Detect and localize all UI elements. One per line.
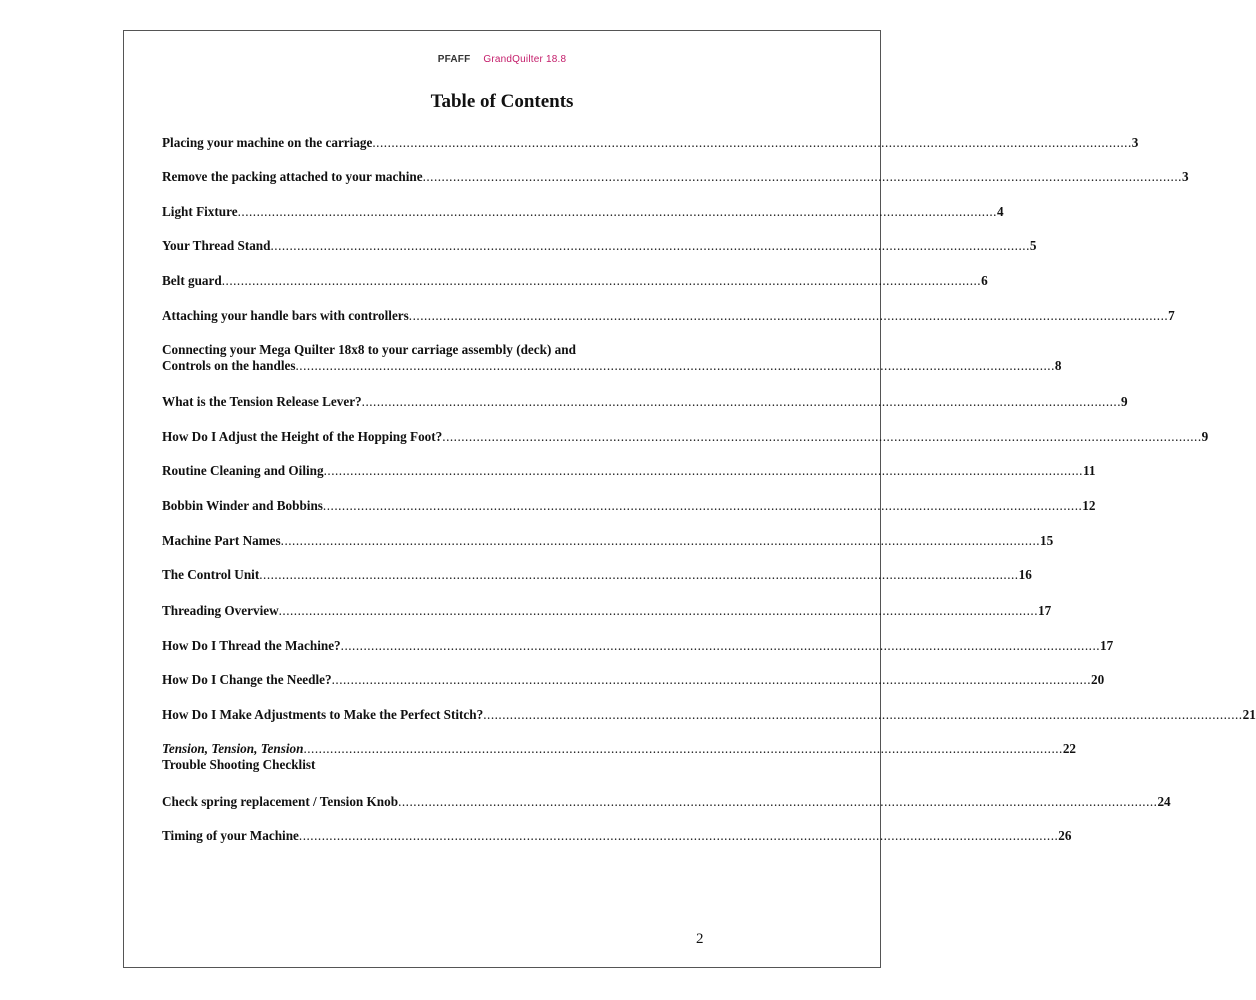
toc-entry-title: Bobbin Winder and Bobbins xyxy=(162,498,323,513)
toc-entry-title: How Do I Thread the Machine? xyxy=(162,638,341,653)
toc-entry[interactable] xyxy=(162,238,1037,254)
model-name: GrandQuilter 18.8 xyxy=(483,54,567,65)
toc-entry-title: Check spring replacement / Tension Knob xyxy=(162,794,399,809)
toc-entry[interactable] xyxy=(162,463,1096,479)
toc-entry-page: 17 xyxy=(1037,603,1052,618)
dot-leader: ........................................................................................................................................................................................................ xyxy=(323,463,1083,478)
toc-entry[interactable] xyxy=(162,638,1114,654)
dot-leader: ........................................................................................................................................................................................................ xyxy=(361,394,1122,409)
page-number: 2 xyxy=(696,931,704,947)
toc-entry-page: 17 xyxy=(1100,638,1114,653)
toc-entry[interactable] xyxy=(162,603,1052,619)
document-page xyxy=(123,30,1256,968)
toc-entry-page: 21 xyxy=(1242,707,1256,722)
toc-entry[interactable] xyxy=(162,308,1175,324)
dot-leader: ........................................................................................................................................................................................................ xyxy=(259,567,1019,582)
toc-entry-title: Placing your machine on the carriage xyxy=(162,135,373,150)
dot-leader: ........................................................................................................................................................................................................ xyxy=(340,638,1101,653)
toc-entry[interactable] xyxy=(162,394,1128,410)
dot-leader: ........................................................................................................................................................................................................ xyxy=(295,358,1055,373)
toc-entry-page: 20 xyxy=(1090,672,1105,687)
dot-leader: ........................................................................................................................................................................................................ xyxy=(398,794,1158,809)
toc-entry[interactable] xyxy=(162,204,1004,220)
dot-leader: ........................................................................................................................................................................................................ xyxy=(372,135,1132,150)
dot-leader: ........................................................................................................................................................................................................ xyxy=(442,429,1202,444)
toc-entry[interactable] xyxy=(162,169,1189,185)
toc-entry-page: 7 xyxy=(1168,308,1175,323)
toc-entry-title: The Control Unit xyxy=(162,567,260,582)
dot-leader: ........................................................................................................................................................................................................ xyxy=(303,741,1063,756)
toc-entry[interactable] xyxy=(162,707,1256,723)
toc-entry-page: 9 xyxy=(1201,429,1209,444)
toc-entry-title: Timing of your Machine xyxy=(162,828,299,843)
toc-entry-title: Your Thread Stand xyxy=(162,238,271,253)
toc-entry[interactable] xyxy=(162,828,1072,844)
toc-entry[interactable] xyxy=(162,135,1139,151)
dot-leader: ........................................................................................................................................................................................................ xyxy=(298,828,1059,843)
toc-entry[interactable] xyxy=(162,794,1171,810)
dot-leader: ........................................................................................................................................................................................................ xyxy=(331,672,1091,687)
toc-entry-title: How Do I Adjust the Height of the Hopping Foot? xyxy=(162,429,443,444)
toc-entry-page: 22 xyxy=(1062,741,1077,756)
toc-entry-title: What is the Tension Release Lever? xyxy=(162,394,362,409)
toc-entry-page: 8 xyxy=(1054,358,1062,373)
toc-entry-page: 3 xyxy=(1131,135,1139,150)
toc-entry-page: 4 xyxy=(996,204,1004,219)
toc-entry-title-line1: Connecting your Mega Quilter 18x8 to your carriage assembly (deck) and xyxy=(162,342,576,357)
toc-entry-title: Controls on the handles xyxy=(162,358,296,373)
toc-entry[interactable] xyxy=(162,567,1032,583)
toc-entry-page: 16 xyxy=(1018,567,1032,582)
dot-leader: ........................................................................................................................................................................................................ xyxy=(483,707,1243,722)
toc-entry-subtitle: Trouble Shooting Checklist xyxy=(162,757,316,772)
dot-leader: ........................................................................................................................................................................................................ xyxy=(322,498,1083,513)
toc-entry-page: 6 xyxy=(981,273,988,288)
toc-entry-title: Threading Overview xyxy=(162,603,279,618)
toc-entry-title: Tension, Tension, Tension xyxy=(162,741,304,756)
page-title: Table of Contents xyxy=(430,91,574,112)
dot-leader: ........................................................................................................................................................................................................ xyxy=(422,169,1182,184)
page-header xyxy=(124,54,880,65)
dot-leader: ........................................................................................................................................................................................................ xyxy=(237,204,997,219)
toc-entry-title: Machine Part Names xyxy=(162,533,281,548)
brand-name: PFAFF xyxy=(437,54,471,65)
toc-entry[interactable] xyxy=(162,498,1096,514)
toc-entry[interactable] xyxy=(162,429,1209,445)
toc-entry-title: Light Fixture xyxy=(162,204,238,219)
toc-entry[interactable] xyxy=(162,273,988,289)
toc-entry-title: Routine Cleaning and Oiling xyxy=(162,463,324,478)
toc-entry[interactable] xyxy=(162,741,1077,773)
toc-entry-page: 3 xyxy=(1181,169,1189,184)
dot-leader: ........................................................................................................................................................................................................ xyxy=(280,533,1041,548)
dot-leader: ........................................................................................................................................................................................................ xyxy=(278,603,1038,618)
toc-entry-title: Remove the packing attached to your machine xyxy=(162,169,423,184)
toc-entry-page: 12 xyxy=(1082,498,1096,513)
toc-entry-page: 5 xyxy=(1029,238,1037,253)
toc-entry[interactable] xyxy=(162,533,1054,549)
toc-entry-page: 24 xyxy=(1157,794,1171,809)
toc-entry-page: 9 xyxy=(1121,394,1128,409)
dot-leader: ........................................................................................................................................................................................................ xyxy=(221,273,982,288)
toc-entry[interactable] xyxy=(162,342,1062,374)
toc-entry-title: Attaching your handle bars with controllers xyxy=(162,308,409,323)
toc-entry-title: Belt guard xyxy=(162,273,222,288)
toc-entry-page: 15 xyxy=(1040,533,1054,548)
toc-entry[interactable] xyxy=(162,672,1105,688)
dot-leader: ........................................................................................................................................................................................................ xyxy=(408,308,1169,323)
toc-entry-title: How Do I Change the Needle? xyxy=(162,672,332,687)
dot-leader: ........................................................................................................................................................................................................ xyxy=(270,238,1030,253)
toc-entry-title: How Do I Make Adjustments to Make the Perfect Stitch? xyxy=(162,707,484,722)
toc-entry-page: 11 xyxy=(1082,463,1096,478)
toc-entry-page: 26 xyxy=(1058,828,1072,843)
